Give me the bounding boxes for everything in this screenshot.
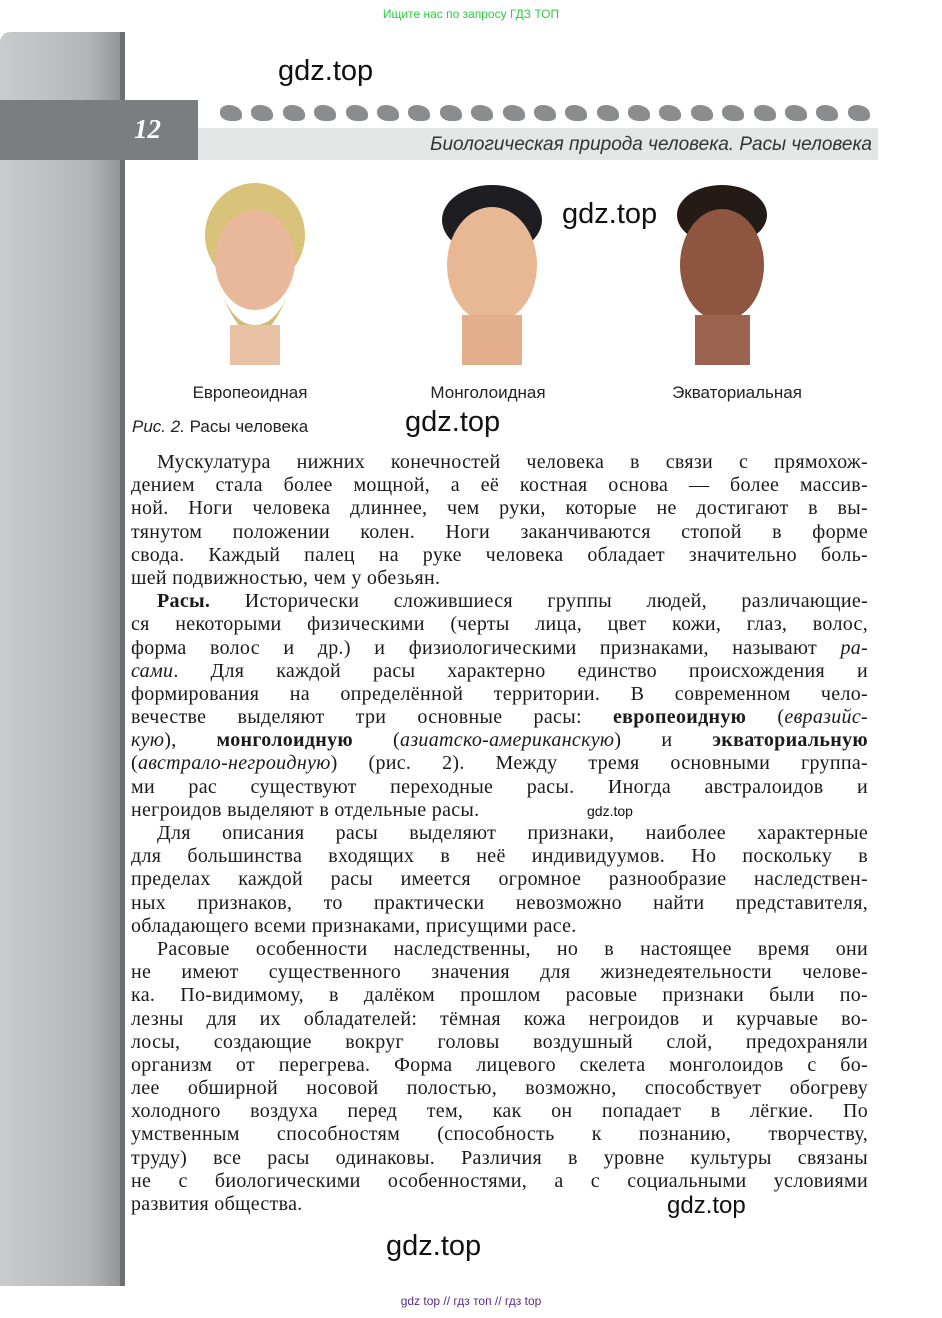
figure-caption — [132, 417, 308, 437]
text-segment: дением стала более мощной, а её костная основа — более массив- — [131, 474, 868, 497]
text-segment: тянутом положении колен. Ноги заканчиваются стопой в форме — [131, 520, 868, 543]
text-line — [131, 613, 868, 636]
text-line — [131, 451, 868, 474]
text-line — [131, 1123, 868, 1146]
watermark: gdz.top — [562, 198, 658, 230]
text-line — [131, 637, 868, 660]
text-line — [131, 1193, 868, 1216]
text-line — [131, 1031, 868, 1054]
text-line — [131, 845, 868, 868]
watermark: gdz.top — [405, 406, 501, 438]
text-segment: ( — [131, 752, 138, 775]
text-segment: ), — [164, 729, 217, 752]
text-segment: ми рас существуют переходные расы. Иногда австралоидов и — [131, 775, 868, 798]
text-line — [131, 729, 868, 752]
mongoloid-face-image — [420, 175, 570, 375]
bold-term: монголоидную — [216, 729, 354, 752]
text-segment: холодного воздуха перед тем, как он попадает в лёгкие. По — [131, 1100, 868, 1123]
running-header-strip — [198, 128, 878, 160]
text-segment: формирования на определённой территории. В современном чело- — [131, 682, 868, 705]
text-line — [131, 683, 868, 706]
text-segment: Мускулатура нижних конечностей человека в связи с прямохож- — [157, 451, 868, 473]
running-header: Биологическая природа человека. Расы человека — [430, 134, 872, 155]
text-segment: вечестве выделяют три основные расы: — [131, 706, 613, 729]
text-segment: пределах каждой расы имеется огромное разнообразие наследствен- — [131, 868, 868, 891]
text-line — [131, 1170, 868, 1193]
caption-europeoid: Европеоидная — [192, 383, 308, 402]
text-line — [131, 868, 868, 891]
text-segment: свода. Каждый палец на руке человека обладает значительно боль- — [131, 543, 868, 566]
text-line — [131, 1008, 868, 1031]
text-line — [131, 1077, 868, 1100]
text-segment: шей подвижностью, чем у обезьян. — [131, 566, 441, 589]
body-text — [131, 451, 868, 1216]
text-segment: для большинства входящих в неё индивидуумов. Но поскольку в — [131, 845, 868, 868]
text-segment: обладающего всеми признаками, присущими расе. — [131, 914, 577, 937]
text-segment: Для описания расы выделяют признаки, наиболее характерные — [157, 822, 868, 844]
text-segment: ся некоторыми физическими (черты лица, цвет кожи, глаз, волос, — [131, 613, 868, 636]
text-line — [131, 567, 868, 590]
text-line — [131, 544, 868, 567]
bold-term: Расы. — [157, 590, 211, 613]
text-segment: не с биологическими особенностями, а с социальными условиями — [131, 1169, 868, 1192]
text-segment: организм от перегрева. Форма лицевого скелета монголоидов с бо- — [131, 1053, 868, 1076]
text-line — [131, 752, 868, 775]
text-segment: умственным способностям (способность к познанию, творчеству, — [131, 1123, 868, 1146]
text-line — [131, 892, 868, 915]
text-line — [131, 961, 868, 984]
text-segment: труду) все расы одинаковы. Различия в уровне культуры связаны — [131, 1146, 868, 1169]
text-segment: ) и — [614, 729, 713, 752]
text-segment: ка. По-видимому, в далёком прошлом расовые признаки были по- — [131, 984, 868, 1007]
page-number-tab — [0, 100, 198, 160]
text-line — [131, 497, 868, 520]
text-segment: ных признаков, то практически невозможно найти представителя, — [131, 891, 868, 914]
figure-label: Рис. 2. — [132, 417, 185, 436]
equatorial-face-image — [660, 175, 790, 375]
italic-term: австрало-негроидную — [137, 752, 331, 775]
page-margin-band — [0, 32, 125, 1286]
italic-term: ра- — [840, 636, 868, 659]
text-segment: не имеют существенного значения для жизнедеятельности челове- — [131, 961, 868, 984]
watermark: gdz.top — [278, 55, 374, 87]
animal-silhouettes-ornament — [220, 102, 870, 124]
text-segment: ( — [353, 729, 401, 752]
text-segment: ( — [746, 706, 785, 729]
text-segment: ной. Ноги человека длиннее, чем руки, которые не достигают в вы- — [131, 497, 868, 520]
text-segment: ) (рис. 2). Между тремя основными группа- — [330, 752, 868, 775]
text-segment: негроидов выделяют в отдельные расы. — [131, 798, 480, 821]
text-segment: развития общества. — [131, 1193, 303, 1215]
bold-term: экваториальную — [712, 729, 868, 752]
text-segment: форма волос и др.) и физиологическими признаками, называют — [131, 636, 841, 659]
italic-term: кую — [131, 729, 165, 752]
text-line — [131, 822, 868, 845]
text-line — [131, 915, 868, 938]
text-line — [131, 1147, 868, 1170]
caption-equatorial: Экваториальная — [672, 383, 802, 402]
text-segment: . Для каждой расы характерно единство происхождения и — [173, 659, 868, 682]
footer-links: gdz top // гдз топ // гдз top — [400, 1294, 542, 1308]
search-hint: Ищите нас по запросу ГДЗ ТОП — [382, 7, 560, 21]
text-line — [131, 590, 868, 613]
text-line — [131, 1100, 868, 1123]
text-segment: лосы, создающие вокруг головы воздушный слой, предохраняли — [131, 1030, 868, 1053]
italic-term: сами — [131, 659, 174, 682]
text-line — [131, 799, 868, 822]
page-number: 12 — [134, 114, 161, 144]
text-segment: Исторически сложившиеся группы людей, различающие- — [210, 590, 868, 613]
text-line — [131, 660, 868, 683]
text-line — [131, 984, 868, 1007]
caption-mongoloid: Монголоидная — [430, 383, 546, 402]
text-line — [131, 938, 868, 961]
text-line — [131, 776, 868, 799]
watermark: gdz.top — [667, 1192, 746, 1219]
italic-term: азиатско-американскую — [400, 729, 615, 752]
italic-term: евразийс- — [784, 706, 868, 729]
bold-term: европеоидную — [612, 706, 747, 729]
figure-title: Расы человека — [189, 417, 309, 436]
text-line — [131, 521, 868, 544]
margin-edge — [120, 32, 125, 1286]
text-segment: лезны для их обладателей: тёмная кожа негроидов и курчавые во- — [131, 1007, 868, 1030]
watermark: gdz.top — [587, 803, 633, 819]
text-segment: Расовые особенности наследственны, но в настоящее время они — [157, 937, 868, 960]
europeoid-face-image — [185, 175, 325, 375]
text-segment: лее обширной носовой полостью, возможно, способствует обогреву — [131, 1077, 868, 1100]
text-line — [131, 474, 868, 497]
text-line — [131, 706, 868, 729]
text-line — [131, 1054, 868, 1077]
watermark: gdz.top — [386, 1230, 482, 1262]
